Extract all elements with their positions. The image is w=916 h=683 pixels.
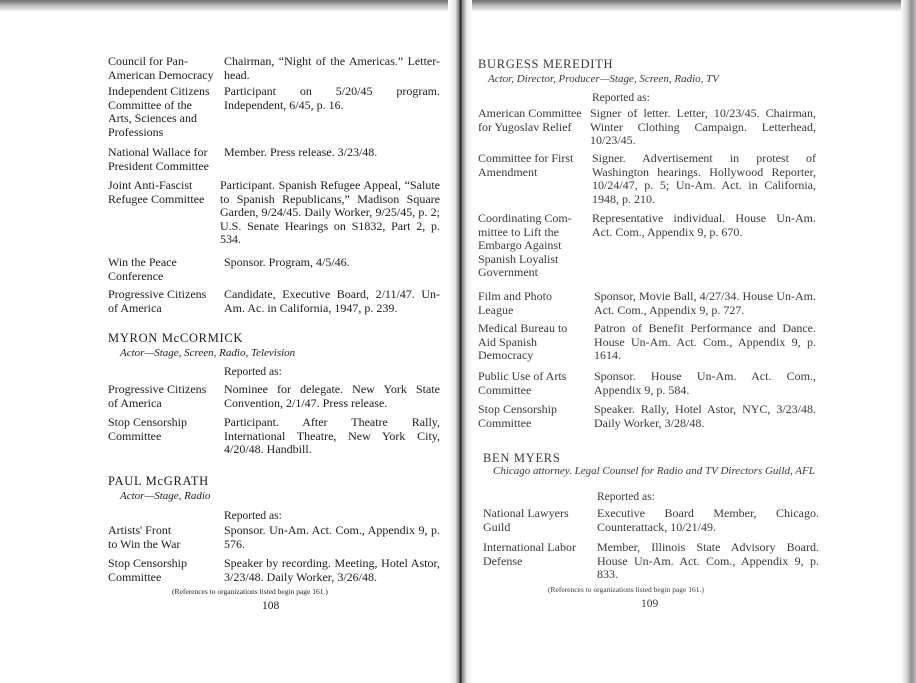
person-name: PAUL McGRATH [108,474,209,488]
entry-detail: Chairman, “Night of the Americas.” Letter-head. [224,54,440,82]
right-page [470,0,902,683]
entry-detail: Representative individual. House Un-Am. Act. Com., Appendix 9, p. 670. [592,211,816,239]
entry-detail: Signer of letter. Letter, 10/23/45. Chairman, Winter Clothing Campaign. Letterhead, 10/23/45. [590,106,816,148]
entry-detail: Sponsor. Program, 4/5/46. [224,255,350,269]
entry-detail: Participant on 5/20/45 program. Independent, 6/45, p. 16. [224,84,440,112]
person-role: Actor, Director, Producer—Stage, Screen, Radio, TV [488,73,719,85]
organization-name: Progressive Citizens of America [108,287,207,315]
organization-name: International Labor Defense [483,540,576,568]
organization-name: Coordinating Com- mittee to Lift the Embargo Against Spanish Loyalist Government [478,211,572,280]
page-number: 108 [262,600,280,612]
person-role: Actor—Stage, Screen, Radio, Television [120,347,296,359]
person-entry-meredith [478,57,824,437]
organization-name: National Lawyers Guild [483,506,569,534]
person-name: MYRON McCORMICK [108,331,244,345]
person-name: BEN MYERS [483,451,561,465]
organization-name: Joint Anti-Fascist Refugee Committee [108,178,205,206]
book-gutter [448,0,472,683]
entry-detail: Participant. Spanish Refugee Appeal, “Salute to Spanish Republicans,” Madison Square Garden, 9/24/45. Daily Worker, 9/25/45, p. 2; U.S. Senate Hearings on S1832, Part 2, p. 534. [220,178,440,247]
person-name: BURGESS MEREDITH [478,57,614,71]
person-entry-mcgrath [108,474,440,594]
reported-as-label: Reported as: [224,366,282,378]
person-role: Actor—Stage, Radio [120,490,211,502]
organization-name: Win the Peace Conference [108,255,177,283]
entry-detail: Patron of Benefit Performance and Dance. House Un-Am. Act. Com., Appendix 9, p. 1614. [594,321,816,363]
left-page [0,0,450,683]
organization-name: Progressive Citizens of America [108,382,207,410]
organization-name: Independent Citizens Committee of the Arts, Sciences and Professions [108,84,210,139]
entry-detail: Participant. After Theatre Rally, International Theatre, New York City, 4/20/48. Handbill. [224,415,440,457]
person-entry-myers [483,451,825,586]
references-footnote: (References to organizations listed begin page 161.) [172,587,328,596]
entry-detail: Executive Board Member, Chicago. Counterattack, 10/21/49. [597,506,819,534]
references-footnote: (References to organizations listed begin page 161.) [548,585,704,594]
organization-name: Stop Censorship Committee [478,402,558,430]
organization-name: Public Use of Arts Committee [478,369,567,397]
organization-name: American Committee for Yugoslav Relief [478,106,582,134]
page-number: 109 [641,598,659,610]
entry-detail: Nominee for delegate. New York State Convention, 2/1/47. Press release. [224,382,440,410]
organization-name: Medical Bureau to Aid Spanish Democracy [478,321,568,363]
entry-detail: Candidate, Executive Board, 2/11/47. Un-Am. Ac. in California, 1947, p. 239. [224,287,440,315]
entry-detail: Sponsor. House Un-Am. Act. Com., Appendix 9, p. 584. [594,369,816,397]
organization-name: Stop Censorship Committee [108,556,188,584]
entry-detail: Speaker by recording. Meeting, Hotel Astor, 3/23/48. Daily Worker, 3/26/48. [224,556,440,584]
reported-as-label: Reported as: [592,92,650,104]
person-entry-mccormick [108,331,440,461]
person-role: Chicago attorney. Legal Counsel for Radio and TV Directors Guild, AFL [493,465,815,477]
reported-as-label: Reported as: [597,491,655,503]
organization-name: Stop Censorship Committee [108,415,188,443]
entry-detail: Signer. Advertisement in protest of Washington hearings. Hollywood Reporter, 10/24/47, p. 5; Un-Am. Act. in California, 1948, p. 210. [592,151,816,206]
page-edge-shadow [901,0,916,683]
entry-detail: Sponsor, Movie Ball, 4/27/34. House Un-Am. Act. Com., Appendix 9, p. 727. [594,289,816,317]
organization-name: National Wallace for President Committee [108,145,209,173]
organization-name: Council for Pan- American Democracy [108,54,214,82]
organization-name: Artists' Front to Win the War [108,523,181,551]
reported-as-label: Reported as: [224,510,282,522]
entry-detail: Member, Illinois State Advisory Board. House Un-Am. Act. Com., Appendix 9, p. 833. [597,540,819,582]
entry-detail: Speaker. Rally, Hotel Astor, NYC, 3/23/48. Daily Worker, 3/28/48. [594,402,816,430]
organization-name: Committee for First Amendment [478,151,574,179]
organization-name: Film and Photo League [478,289,553,317]
entry-detail: Member. Press release. 3/23/48. [224,145,378,159]
entry-detail: Sponsor. Un-Am. Act. Com., Appendix 9, p. 576. [224,523,440,551]
